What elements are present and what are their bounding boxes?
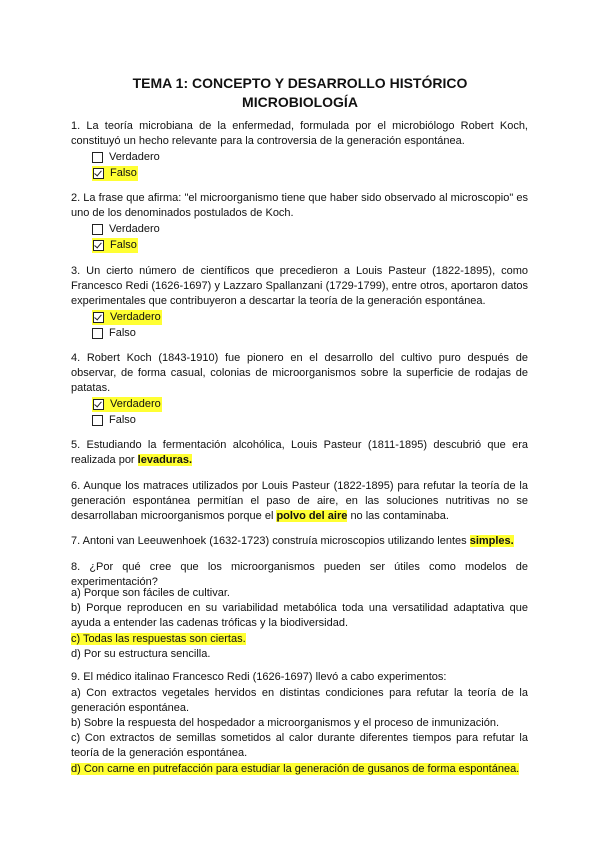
q8-option-d[interactable]: d) Por su estructura sencilla. bbox=[71, 648, 211, 660]
question-4: 4. Robert Koch (1843-1910) fue pionero en el desarrollo del cultivo puro después de observar, de forma casual, colonias de microorganismos sobre la superficie de rodajas de patatas. bbox=[71, 352, 528, 394]
page-title-line2: MICROBIOLOGÍA bbox=[242, 94, 358, 110]
q8-option-c[interactable]: c) Todas las respuestas son ciertas. bbox=[71, 633, 246, 645]
answer-highlight: levaduras. bbox=[137, 454, 193, 466]
q9-option-c[interactable]: c) Con extractos de semillas sometidos al calor durante diferentes tiempos para refutar la teoría de la generación espontánea. bbox=[71, 732, 528, 759]
answer-highlight: simples. bbox=[469, 535, 514, 547]
q3-option-true[interactable]: Verdadero bbox=[92, 310, 162, 325]
question-2: 2. La frase que afirma: "el microorganismo tiene que haber sido observado al microscopio" es uno de los denominados postulados de Koch. bbox=[71, 192, 528, 219]
q1-option-false[interactable]: Falso bbox=[92, 166, 138, 181]
q2-option-false[interactable]: Falso bbox=[92, 238, 138, 253]
question-8: 8. ¿Por qué cree que los microorganismos pueden ser útiles como modelos de experimentación? bbox=[71, 561, 528, 588]
answer-highlight: polvo del aire bbox=[276, 510, 348, 522]
checkbox-checked-icon[interactable] bbox=[93, 168, 104, 179]
page-title-line1: TEMA 1: CONCEPTO Y DESARROLLO HISTÓRICO bbox=[132, 75, 468, 91]
question-9: 9. El médico italinao Francesco Redi (1626-1697) llevó a cabo experimentos: bbox=[71, 671, 447, 683]
checkbox-checked-icon[interactable] bbox=[93, 240, 104, 251]
q9-option-b[interactable]: b) Sobre la respuesta del hospedador a microorganismos y el proceso de inmunización. bbox=[71, 717, 500, 729]
q3-option-false[interactable]: Falso bbox=[92, 326, 136, 341]
q9-option-d[interactable]: d) Con carne en putrefacción para estudiar la generación de gusanos de forma espontánea. bbox=[71, 763, 520, 775]
question-3: 3. Un cierto número de científicos que precedieron a Louis Pasteur (1822-1895), como Francesco Redi (1626-1697) y Lazzaro Spallanzani (1729-1799), entre otros, aportaron datos experimentales que contribuyeron a descartar la teoría de la generación espontánea. bbox=[71, 265, 528, 307]
question-6: 6. Aunque los matraces utilizados por Louis Pasteur (1822-1895) para refutar la teoría de la generación espontánea permitían el paso de aire, en las soluciones nutritivas no se desarrollaban microorganismos porque el polvo del aire no las contaminaba. bbox=[71, 480, 528, 522]
question-7: 7. Antoni van Leeuwenhoek (1632-1723) construía microscopios utilizando lentes simples. bbox=[71, 535, 514, 547]
checkbox-empty-icon[interactable] bbox=[92, 152, 103, 163]
checkbox-empty-icon[interactable] bbox=[92, 415, 103, 426]
question-1: 1. La teoría microbiana de la enfermedad, formulada por el microbiólogo Robert Koch, constituyó un hecho relevante para la controversia de la generación espontánea. bbox=[71, 120, 528, 147]
q4-option-true[interactable]: Verdadero bbox=[92, 397, 162, 412]
q2-option-true[interactable]: Verdadero bbox=[92, 222, 160, 237]
q8-option-b[interactable]: b) Porque reproducen en su variabilidad metabólica toda una versatilidad adaptativa que ayuda a entender las cadenas tróficas y la biodiversidad. bbox=[71, 602, 528, 629]
q9-option-a[interactable]: a) Con extractos vegetales hervidos en distintas condiciones para refutar la teoría de la generación espontánea. bbox=[71, 687, 528, 714]
checkbox-checked-icon[interactable] bbox=[93, 312, 104, 323]
q1-option-true[interactable]: Verdadero bbox=[92, 150, 160, 165]
q8-option-a[interactable]: a) Porque son fáciles de cultivar. bbox=[71, 587, 230, 599]
question-5: 5. Estudiando la fermentación alcohólica, Louis Pasteur (1811-1895) descubrió que era realizada por levaduras. bbox=[71, 439, 528, 466]
checkbox-checked-icon[interactable] bbox=[93, 399, 104, 410]
checkbox-empty-icon[interactable] bbox=[92, 224, 103, 235]
q4-option-false[interactable]: Falso bbox=[92, 413, 136, 428]
checkbox-empty-icon[interactable] bbox=[92, 328, 103, 339]
